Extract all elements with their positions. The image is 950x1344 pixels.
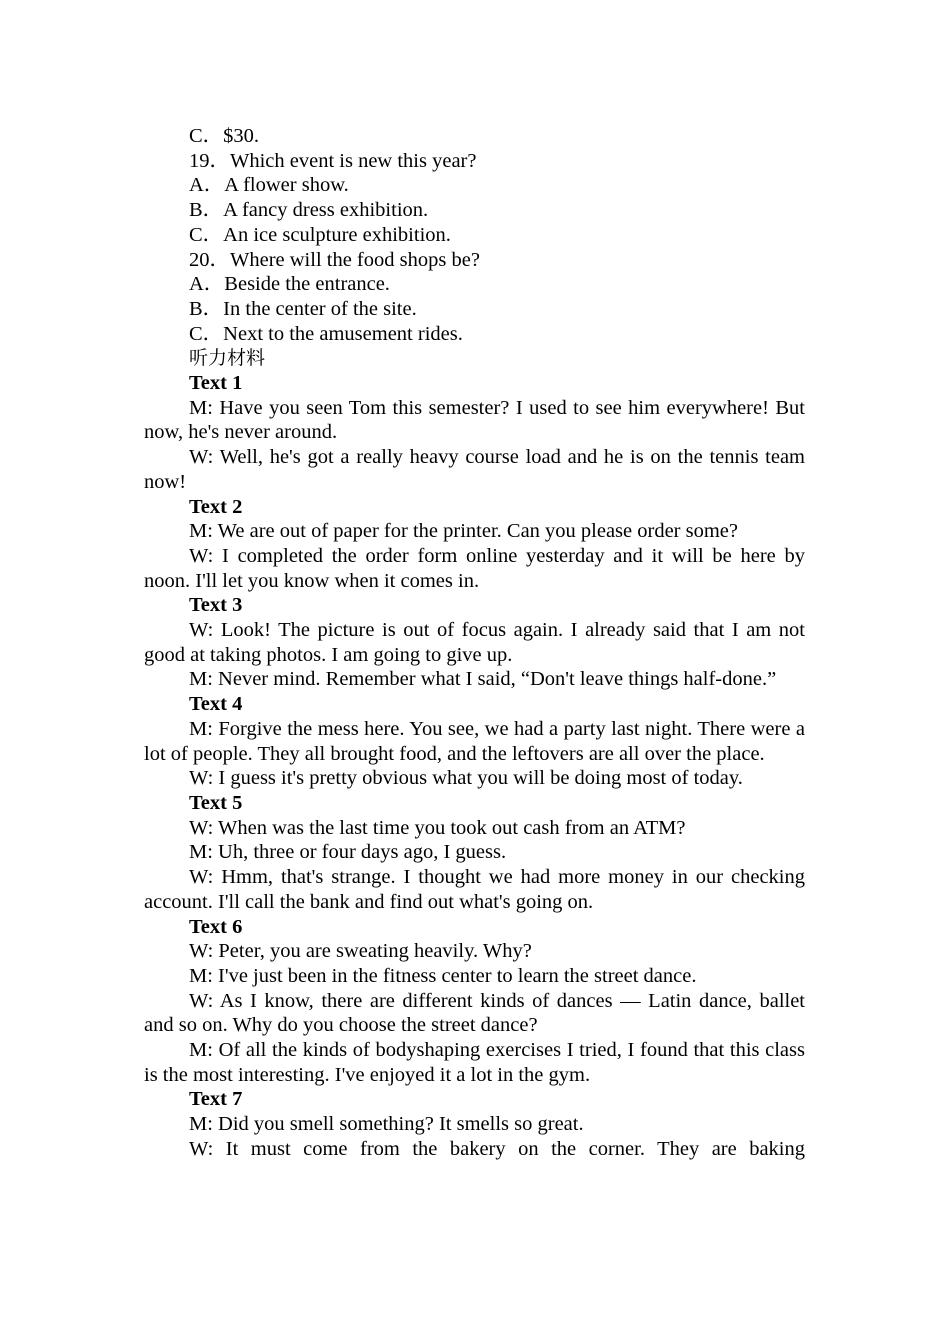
text5-line: M: Uh, three or four days ago, I guess.: [189, 841, 507, 864]
q19-option-c: C．An ice sculpture exhibition.: [189, 223, 451, 246]
text1-line: M: Have you seen Tom this semester? I used to see him everywhere! But now, he's never around.: [144, 396, 805, 444]
transcript-title: 听力材料: [189, 347, 266, 370]
q20-option-c: C．Next to the amusement rides.: [189, 322, 463, 345]
text2-line: W: I completed the order form online yesterday and it will be here by noon. I'll let you know when it comes in.: [144, 544, 805, 592]
text5-line: W: Hmm, that's strange. I thought we had more money in our checking account. I'll call the bank and find out what's going on.: [144, 866, 805, 913]
q19-option-b: B．A fancy dress exhibition.: [189, 199, 429, 222]
text6-heading: Text 6: [189, 915, 243, 938]
text6-line: M: I've just been in the fitness center to learn the street dance.: [189, 964, 697, 987]
q20-option-b: B．In the center of the site.: [189, 297, 417, 320]
q18-option-c: C．$30.: [189, 125, 260, 147]
text6-line: W: Peter, you are sweating heavily. Why?: [189, 940, 532, 963]
text6-line: W: As I know, there are different kinds of dances — Latin dance, ballet and so on. Why do you choose the street dance?: [144, 989, 805, 1037]
text4-line: W: I guess it's pretty obvious what you will be doing most of today.: [189, 767, 743, 790]
text1-heading: Text 1: [189, 372, 243, 395]
text6-line: M: Of all the kinds of bodyshaping exercises I tried, I found that this class is the most interesting. I've enjoyed it a lot in the gym.: [144, 1039, 805, 1086]
text2-heading: Text 2: [189, 495, 243, 518]
text3-heading: Text 3: [189, 594, 243, 617]
text7-line: M: Did you smell something? It smells so great.: [189, 1113, 584, 1136]
q19-option-a: A．A flower show.: [189, 174, 349, 197]
text3-line: M: Never mind. Remember what I said, “Don't leave things half-done.”: [189, 668, 777, 691]
text5-heading: Text 5: [189, 791, 243, 814]
q20-stem: 20．Where will the food shops be?: [189, 248, 480, 271]
text4-heading: Text 4: [189, 693, 243, 716]
document-page: [144, 124, 805, 1162]
q20-option-a: A．Beside the entrance.: [189, 273, 390, 296]
text7-line: W: It must come from the bakery on the corner. They are baking: [189, 1137, 805, 1160]
text3-line: W: Look! The picture is out of focus again. I already said that I am not good at taking photos. I am going to give up.: [144, 619, 805, 666]
q19-stem: 19．Which event is new this year?: [189, 149, 477, 172]
text2-line: M: We are out of paper for the printer. Can you please order some?: [189, 520, 739, 543]
text4-line: M: Forgive the mess here. You see, we had a party last night. There were a lot of people. They all brought food, and the leftovers are all over the place.: [144, 717, 805, 765]
text1-line: W: Well, he's got a really heavy course load and he is on the tennis team now!: [144, 446, 805, 493]
text5-line: W: When was the last time you took out cash from an ATM?: [189, 816, 686, 839]
text7-heading: Text 7: [189, 1088, 243, 1111]
